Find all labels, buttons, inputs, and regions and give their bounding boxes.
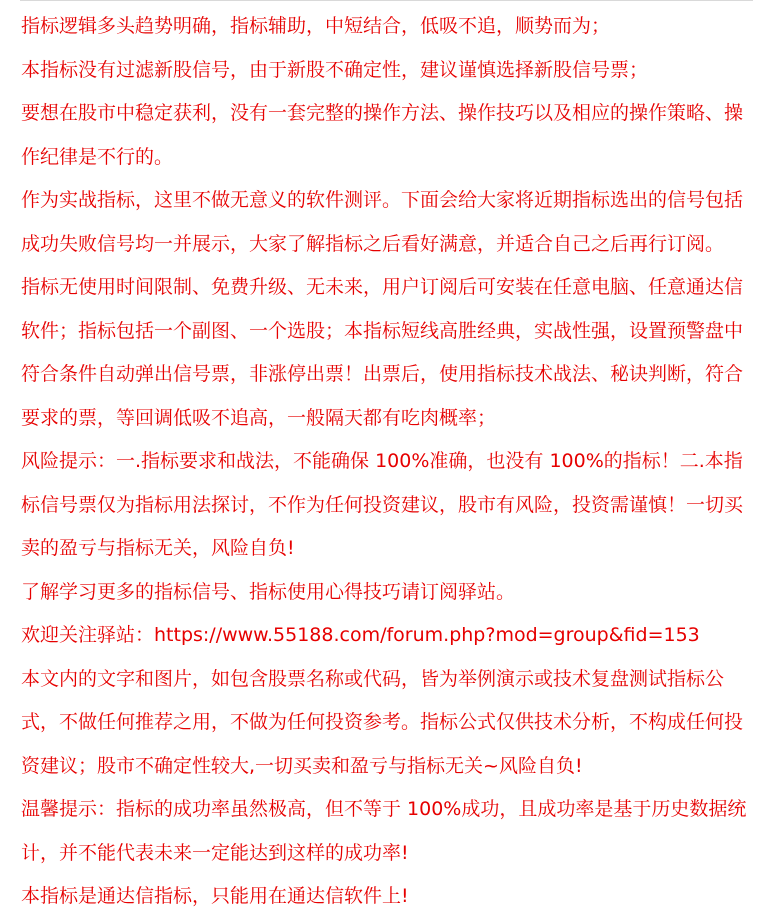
top-divider — [20, 0, 753, 1]
paragraph-strategy-logic: 指标逻辑多头趋势明确，指标辅助，中短结合，低吸不追，顺势而为； — [21, 15, 611, 37]
paragraph-software-notice: 本指标是通达信指标，只能用在通达信软件上! — [21, 885, 409, 907]
paragraph-new-stock-notice: 本指标没有过滤新股信号，由于新股不确定性，建议谨慎选择新股信号票； — [21, 58, 649, 81]
paragraph-station-link[interactable]: 欢迎关注驿站：https://www.55188.com/forum.php?mod=group&fid=153 — [21, 624, 700, 646]
paragraph-indicator-features: 指标无使用时间限制、免费升级、无未来，用户订阅后可安装在任意电脑、任意通达信软件；指标包括一个副图、一个选股；本指标短线高胜经典，实战性强，设置预警盘中符合条件自动弹出信号票，非涨停出票！出票后，使用指标技术战法、秘诀判断，符合要求的票，等回调低吸不追高，一般隔天都有吃肉概率； — [21, 276, 744, 429]
paragraph-success-rate-notice: 温馨提示：指标的成功率虽然极高，但不等于 100%成功，且成功率是基于历史数据统计，并不能代表未来一定能达到这样的成功率! — [21, 798, 747, 864]
article-body — [21, 5, 761, 919]
paragraph-discipline: 要想在股市中稳定获利，没有一套完整的操作方法、操作技巧以及相应的操作策略、操作纪律是不行的。 — [21, 102, 744, 168]
paragraph-learn-more: 了解学习更多的指标信号、指标使用心得技巧请订阅驿站。 — [21, 580, 516, 603]
paragraph-disclaimer: 本文内的文字和图片，如包含股票名称或代码，皆为举例演示或技术复盘测试指标公式，不做任何推荐之用，不做为任何投资参考。指标公式仅供技术分析，不构成任何投资建议；股市不确定性较大,一切买卖和盈亏与指标无关~风险自负! — [21, 667, 744, 777]
paragraph-signal-display: 作为实战指标，这里不做无意义的软件测评。下面会给大家将近期指标选出的信号包括成功失败信号均一并展示，大家了解指标之后看好满意，并适合自己之后再行订阅。 — [21, 189, 744, 255]
paragraph-risk-warning: 风险提示：一.指标要求和战法，不能确保 100%准确，也没有 100%的指标！二.本指标信号票仅为指标用法探讨，不作为任何投资建议，股市有风险，投资需谨慎！一切买卖的盈亏与指标无关，风险自负! — [21, 450, 744, 559]
